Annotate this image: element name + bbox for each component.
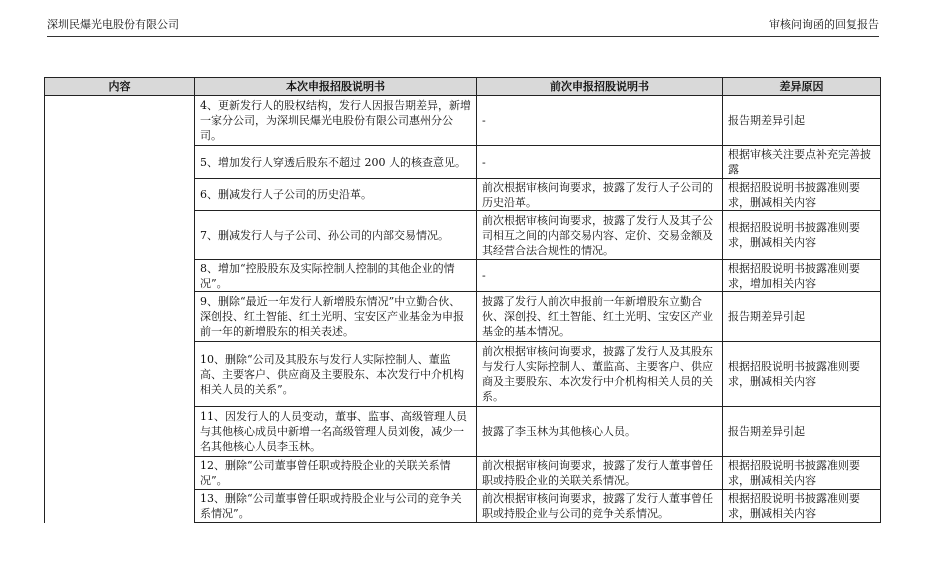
previous-cell: 前次根据审核问询要求，披露了发行人董事曾任职或持股企业的关联关系情况。 bbox=[477, 457, 723, 490]
table-header-row bbox=[45, 78, 881, 96]
previous-cell: 前次根据审核问询要求，披露了发行人董事曾任职或持股企业与公司的竞争关系情况。 bbox=[477, 490, 723, 523]
table-row bbox=[45, 96, 881, 146]
reason-cell: 根据招股说明书披露准则要求，删减相关内容 bbox=[723, 211, 881, 260]
current-cell: 6、删减发行人子公司的历史沿革。 bbox=[195, 179, 477, 211]
column-header-previous: 前次申报招股说明书 bbox=[477, 78, 723, 96]
reason-cell: 报告期差异引起 bbox=[723, 96, 881, 146]
reason-cell: 根据招股说明书披露准则要求，删减相关内容 bbox=[723, 457, 881, 490]
reason-cell: 根据招股说明书披露准则要求，删减相关内容 bbox=[723, 179, 881, 211]
current-cell: 5、增加发行人穿透后股东不超过 200 人的核查意见。 bbox=[195, 146, 477, 179]
current-cell: 13、删除“公司董事曾任职或持股企业与公司的竞争关系情况”。 bbox=[195, 490, 477, 523]
reason-cell: 根据招股说明书披露准则要求，删减相关内容 bbox=[723, 342, 881, 407]
previous-cell: 前次根据审核问询要求，披露了发行人及其子公司相互之间的内部交易内容、定价、交易金额及其经营合法合规性的情况。 bbox=[477, 211, 723, 260]
current-cell: 12、删除“公司董事曾任职或持股企业的关联关系情况”。 bbox=[195, 457, 477, 490]
reason-cell: 报告期差异引起 bbox=[723, 292, 881, 342]
previous-cell: 前次根据审核问询要求，披露了发行人及其股东与发行人实际控制人、董监高、主要客户、供应商及主要股东、本次发行中介机构相关人员的关系。 bbox=[477, 342, 723, 407]
previous-cell: - bbox=[477, 96, 723, 146]
current-cell: 7、删减发行人与子公司、孙公司的内部交易情况。 bbox=[195, 211, 477, 260]
column-header-reason: 差异原因 bbox=[723, 78, 881, 96]
content-cell bbox=[45, 96, 195, 523]
previous-cell: - bbox=[477, 146, 723, 179]
reason-cell: 报告期差异引起 bbox=[723, 407, 881, 457]
current-cell: 9、删除“最近一年发行人新增股东情况”中立勤合伙、深创投、红土智能、红土光明、宝安区产业基金为申报前一年的新增股东的相关表述。 bbox=[195, 292, 477, 342]
reason-cell: 根据审核关注要点补充完善披露 bbox=[723, 146, 881, 179]
column-header-current: 本次申报招股说明书 bbox=[195, 78, 477, 96]
company-name: 深圳民爆光电股份有限公司 bbox=[47, 18, 179, 31]
comparison-table bbox=[44, 77, 881, 523]
current-cell: 8、增加“控股股东及实际控制人控制的其他企业的情况”。 bbox=[195, 260, 477, 292]
document-title: 审核问询函的回复报告 bbox=[769, 18, 879, 31]
current-cell: 10、删除“公司及其股东与发行人实际控制人、董监高、主要客户、供应商及主要股东、本次发行中介机构相关人员的关系”。 bbox=[195, 342, 477, 407]
previous-cell: 披露了李玉林为其他核心人员。 bbox=[477, 407, 723, 457]
reason-cell: 根据招股说明书披露准则要求，删减相关内容 bbox=[723, 490, 881, 523]
previous-cell: - bbox=[477, 260, 723, 292]
page-header bbox=[47, 14, 879, 37]
reason-cell: 根据招股说明书披露准则要求，增加相关内容 bbox=[723, 260, 881, 292]
previous-cell: 披露了发行人前次申报前一年新增股东立勤合伙、深创投、红土智能、红土光明、宝安区产业基金的基本情况。 bbox=[477, 292, 723, 342]
current-cell: 4、更新发行人的股权结构，发行人因报告期差异，新增一家分公司，为深圳民爆光电股份有限公司惠州分公司。 bbox=[195, 96, 477, 146]
previous-cell: 前次根据审核问询要求，披露了发行人子公司的历史沿革。 bbox=[477, 179, 723, 211]
current-cell: 11、因发行人的人员变动，董事、监事、高级管理人员与其他核心成员中新增一名高级管理人员刘俊，减少一名其他核心人员李玉林。 bbox=[195, 407, 477, 457]
column-header-content: 内容 bbox=[45, 78, 195, 96]
